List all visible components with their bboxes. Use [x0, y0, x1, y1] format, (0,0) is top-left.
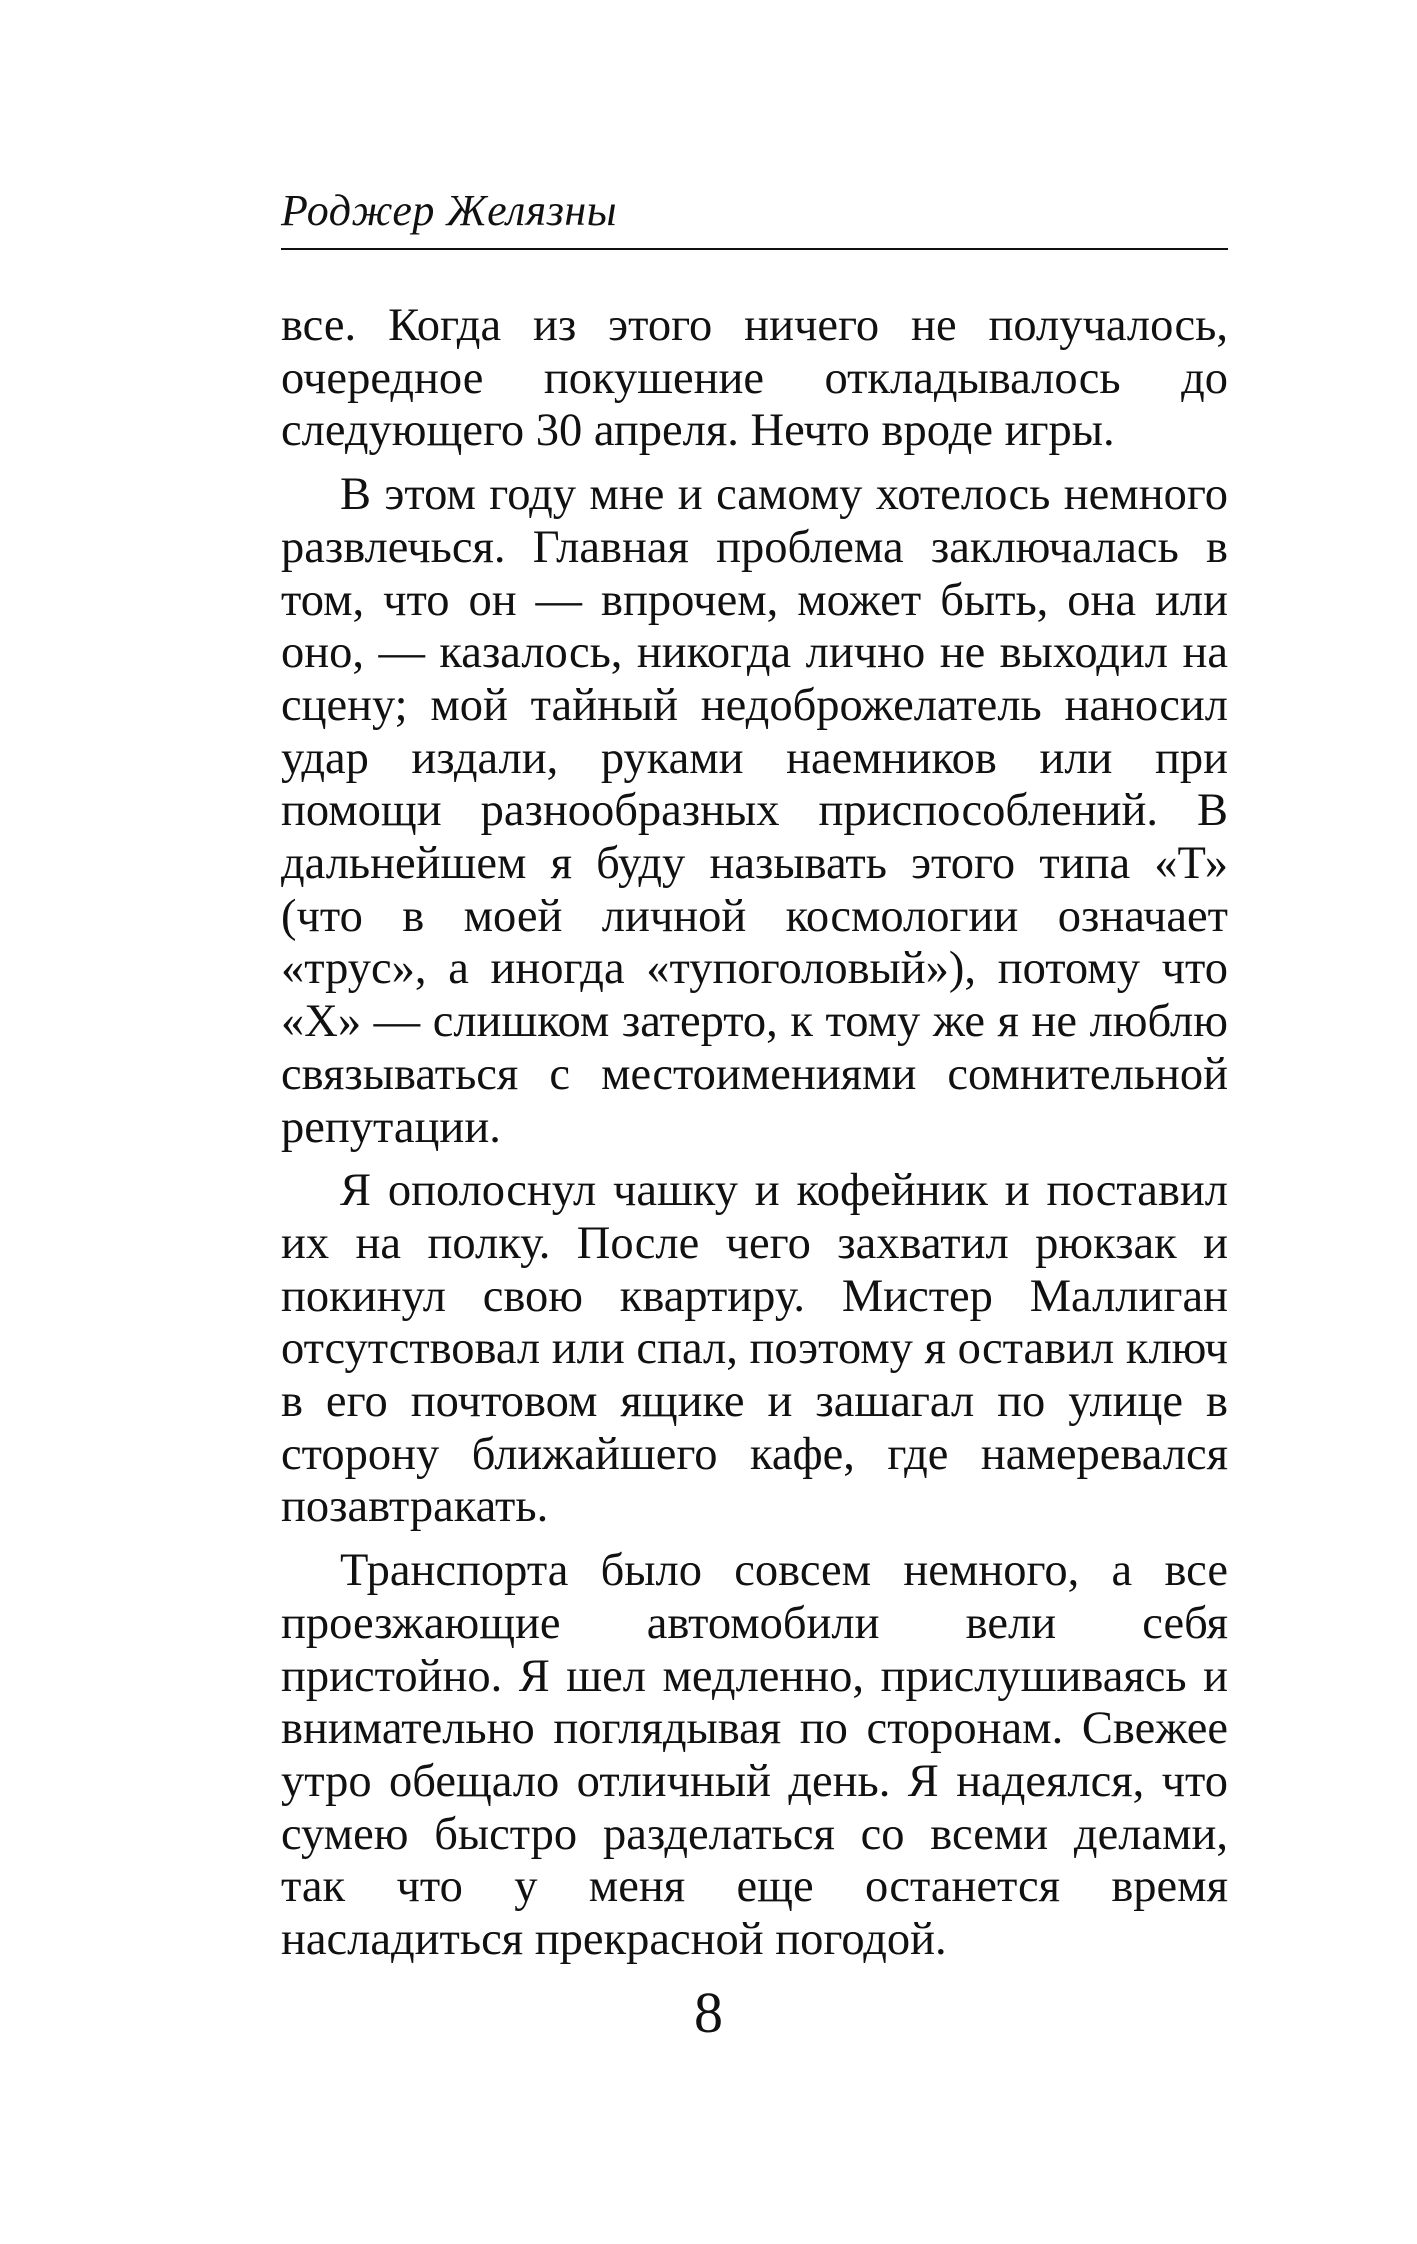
- header-rule: [281, 248, 1228, 250]
- paragraph-3: Я ополоснул чашку и кофейник и поставил их на полку. После чего захватил рюкзак и покинул свою квартиру. Мистер Маллиган отсутствовал или спал, поэтому я оставил ключ в его почтовом ящике и зашагал по улице в сторону ближайшего кафе, где намеревался позавтракать.: [281, 1165, 1228, 1533]
- body-text: [281, 300, 1228, 1967]
- paragraph-1: все. Когда из этого ничего не получалось, очередное покушение откладывалось до следующего 30 апреля. Нечто вроде игры.: [281, 300, 1228, 457]
- paragraph-2: В этом году мне и самому хотелось немного развлечься. Главная проблема заключалась в том, что он — впрочем, может быть, она или оно, — казалось, никогда лично не выходил на сцену; мой тайный недоброжелатель наносил удар издали, руками наемников или при помощи разнообразных приспособлений. В дальнейшем я буду называть этого типа «Т» (что в моей личной космологии означает «трус», а иногда «тупоголовый»), потому что «Х» — слишком затерто, к тому же я не люблю связываться с местоимениями сомнительной репутации.: [281, 469, 1228, 1153]
- page-number: 8: [694, 1980, 723, 2045]
- running-head-author: Роджер Желязны: [281, 186, 618, 235]
- running-head: [281, 180, 1228, 242]
- paragraph-4: Транспорта было совсем немного, а все проезжающие автомобили вели себя пристойно. Я шел медленно, прислушиваясь и внимательно поглядывая по сторонам. Свежее утро обещало отличный день. Я надеялся, что сумею быстро разделаться со всеми делами, так что у меня еще останется время насладиться прекрасной погодой.: [281, 1545, 1228, 1966]
